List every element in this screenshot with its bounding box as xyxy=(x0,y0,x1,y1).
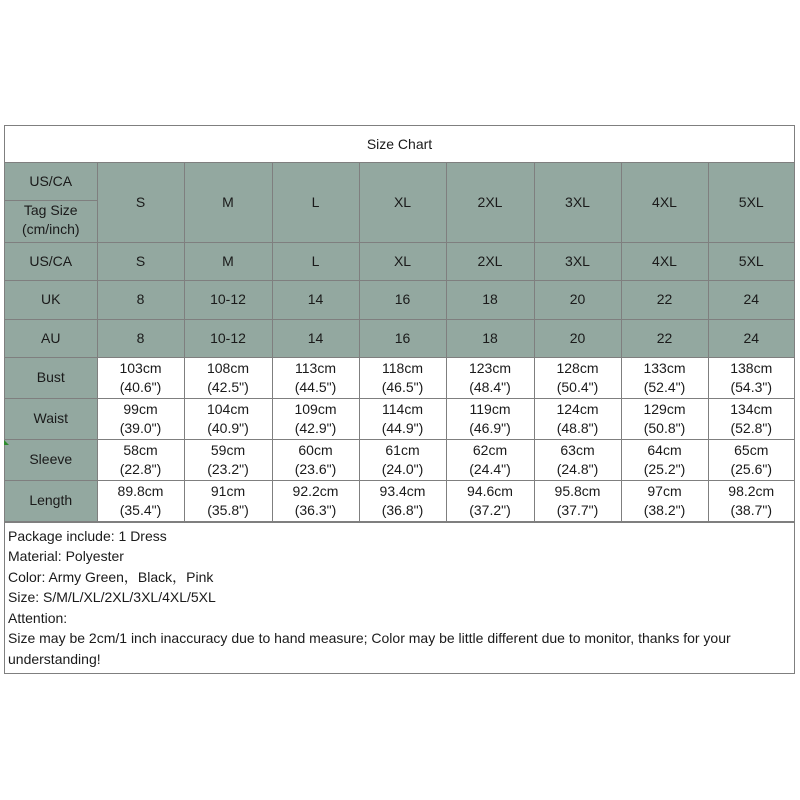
us-ca-label: US/CA xyxy=(5,163,97,201)
value-primary: 60cm xyxy=(298,441,333,458)
value-secondary: (40.9") xyxy=(207,419,249,436)
value-primary: 24 xyxy=(743,291,760,307)
value-secondary: (22.8") xyxy=(119,460,162,477)
value-primary: 18 xyxy=(482,291,498,307)
value-secondary: (46.9") xyxy=(469,419,511,436)
value-primary: XL xyxy=(393,252,412,269)
value-secondary: (42.9") xyxy=(294,419,337,436)
cell-bust-xl xyxy=(359,357,446,398)
cell-au-5xl xyxy=(708,319,794,357)
row-us-ca xyxy=(5,242,794,280)
cell-bust-4xl xyxy=(621,357,708,398)
cell-bust-3xl xyxy=(534,357,621,398)
value-secondary: (36.3") xyxy=(294,501,337,518)
size-header-4xl: 4XL xyxy=(621,163,708,242)
value-primary: 20 xyxy=(569,329,586,346)
cell-uk-xl xyxy=(359,280,446,319)
value-primary: 62cm xyxy=(472,441,508,458)
size-header-3xl: 3XL xyxy=(534,163,621,242)
cell-waist-5xl xyxy=(708,398,794,439)
value-primary: 134cm xyxy=(730,400,773,417)
attention-text: Attention: xyxy=(8,609,68,626)
value-primary: 94.6cm xyxy=(467,482,513,499)
cell-uk-5xl xyxy=(708,280,794,319)
row-label-au: AU xyxy=(5,319,97,357)
cell-uk-3xl xyxy=(534,280,621,319)
cell-sleeve-m xyxy=(184,439,272,480)
cell-bust-s xyxy=(97,357,184,398)
cell-sleeve-l xyxy=(272,439,359,480)
value-primary: 61cm xyxy=(385,441,420,458)
value-primary: 22 xyxy=(656,291,673,307)
cell-au-m xyxy=(184,319,272,357)
size-header-2xl: 2XL xyxy=(446,163,534,242)
material-text: Material: Polyester xyxy=(8,548,124,564)
cell-length-5xl xyxy=(708,480,794,521)
cell-length-2xl xyxy=(446,480,534,521)
row-label-bust: Bust xyxy=(5,357,97,398)
cell-uk-4xl xyxy=(621,280,708,319)
value-primary: 18 xyxy=(482,329,498,346)
value-primary: 113cm xyxy=(295,359,336,376)
value-primary: 118cm xyxy=(382,359,423,376)
value-primary: 95.8cm xyxy=(554,482,601,499)
value-secondary: (24.4") xyxy=(469,460,511,477)
cell-us-ca-s xyxy=(97,242,184,280)
cell-bust-2xl xyxy=(446,357,534,398)
cell-waist-xl xyxy=(359,398,446,439)
product-info xyxy=(5,522,794,674)
cell-au-3xl xyxy=(534,319,621,357)
row-sleeve xyxy=(5,439,794,480)
value-secondary: (23.6") xyxy=(294,460,337,477)
cell-us-ca-xl xyxy=(359,242,446,280)
value-primary: 89.8cm xyxy=(117,482,164,499)
cell-bust-m xyxy=(184,357,272,398)
value-primary: 64cm xyxy=(647,441,682,458)
cell-uk-2xl xyxy=(446,280,534,319)
row-label-us-ca: US/CA xyxy=(5,242,97,280)
value-secondary: (24.8") xyxy=(556,460,599,477)
value-primary: 16 xyxy=(394,329,411,346)
value-primary: S xyxy=(135,252,146,269)
cell-au-s xyxy=(97,319,184,357)
value-primary: 93.4cm xyxy=(379,482,426,499)
cell-waist-2xl xyxy=(446,398,534,439)
value-secondary: (38.2") xyxy=(643,501,686,518)
row-au xyxy=(5,319,794,357)
value-primary: 8 xyxy=(136,291,145,307)
cell-length-4xl xyxy=(621,480,708,521)
cell-length-s xyxy=(97,480,184,521)
row-waist xyxy=(5,398,794,439)
value-primary: 14 xyxy=(307,291,324,307)
size-chart-title: Size Chart xyxy=(5,126,794,163)
cell-uk-m xyxy=(184,280,272,319)
cell-sleeve-xl xyxy=(359,439,446,480)
value-primary: M xyxy=(222,252,234,269)
value-secondary: (48.8") xyxy=(556,419,599,436)
value-secondary: (25.2") xyxy=(643,460,686,477)
tag-size-label: Tag Size (cm/inch) xyxy=(21,202,80,238)
cell-au-xl xyxy=(359,319,446,357)
cell-au-l xyxy=(272,319,359,357)
value-secondary: (52.8") xyxy=(730,419,773,436)
value-secondary: (44.9") xyxy=(381,419,424,436)
cell-waist-4xl xyxy=(621,398,708,439)
value-primary: 97cm xyxy=(647,482,682,499)
row-label-length: Length xyxy=(5,480,97,521)
cell-us-ca-m xyxy=(184,242,272,280)
cell-us-ca-l xyxy=(272,242,359,280)
size-chart-table xyxy=(5,163,794,522)
row-uk xyxy=(5,280,794,319)
value-primary: 4XL xyxy=(652,252,677,269)
value-primary: 133cm xyxy=(643,359,686,376)
value-primary: 58cm xyxy=(123,441,158,458)
value-primary: 104cm xyxy=(206,400,250,417)
cell-sleeve-5xl xyxy=(708,439,794,480)
value-primary: 98.2cm xyxy=(728,482,775,499)
value-primary: 20 xyxy=(569,291,586,307)
value-secondary: (44.5") xyxy=(294,378,337,395)
value-secondary: (42.5") xyxy=(207,378,249,395)
package-text: Package include: 1 Dress xyxy=(8,527,167,544)
value-primary: 128cm xyxy=(556,359,599,376)
cell-bust-5xl xyxy=(708,357,794,398)
size-header-l: L xyxy=(272,163,359,242)
cell-length-l xyxy=(272,480,359,521)
value-primary: 124cm xyxy=(556,400,599,417)
value-primary: 14 xyxy=(307,329,324,346)
cell-sleeve-3xl xyxy=(534,439,621,480)
size-header-xl: XL xyxy=(359,163,446,242)
cell-us-ca-3xl xyxy=(534,242,621,280)
value-secondary: (35.4") xyxy=(119,501,162,518)
size-chart-sheet xyxy=(4,125,795,674)
value-primary: 108cm xyxy=(206,359,250,376)
value-primary: 59cm xyxy=(210,441,246,458)
cell-us-ca-2xl xyxy=(446,242,534,280)
size-header-row xyxy=(5,163,794,242)
cell-au-4xl xyxy=(621,319,708,357)
value-secondary: (35.8") xyxy=(207,501,249,518)
value-secondary: (38.7") xyxy=(730,501,773,518)
note-text: Size may be 2cm/1 inch inaccuracy due to hand measure; Color may be little different due to monitor, thanks for your understanding! xyxy=(8,630,731,667)
cell-length-3xl xyxy=(534,480,621,521)
value-primary: 22 xyxy=(656,329,673,346)
value-primary: 2XL xyxy=(477,252,503,269)
row-label-uk: UK xyxy=(5,280,97,319)
size-text: Size: S/M/L/XL/2XL/3XL/4XL/5XL xyxy=(8,589,216,605)
value-primary: 63cm xyxy=(560,441,595,458)
cell-waist-m xyxy=(184,398,272,439)
cell-length-m xyxy=(184,480,272,521)
value-primary: L xyxy=(311,252,320,269)
value-secondary: (46.5") xyxy=(381,378,424,395)
size-header-5xl: 5XL xyxy=(708,163,794,242)
value-primary: 16 xyxy=(394,291,411,307)
value-secondary: (25.6") xyxy=(730,460,773,477)
value-primary: 3XL xyxy=(565,252,590,269)
row-length xyxy=(5,480,794,521)
value-primary: 10-12 xyxy=(210,291,246,307)
value-secondary: (40.6") xyxy=(119,378,162,395)
value-primary: 123cm xyxy=(468,359,512,376)
cell-bust-l xyxy=(272,357,359,398)
row-label-sleeve: Sleeve xyxy=(5,439,97,480)
value-primary: 114cm xyxy=(382,400,423,417)
cell-us-ca-4xl xyxy=(621,242,708,280)
cell-sleeve-2xl xyxy=(446,439,534,480)
value-primary: 10-12 xyxy=(210,329,246,346)
value-primary: 91cm xyxy=(210,482,246,499)
value-primary: 99cm xyxy=(123,400,158,417)
header-label-cell xyxy=(5,163,97,242)
cell-uk-l xyxy=(272,280,359,319)
cell-au-2xl xyxy=(446,319,534,357)
row-bust xyxy=(5,357,794,398)
cell-sleeve-s xyxy=(97,439,184,480)
value-secondary: (37.7") xyxy=(556,501,599,518)
value-primary: 5XL xyxy=(738,252,764,269)
value-secondary: (39.0") xyxy=(119,419,162,436)
value-primary: 119cm xyxy=(469,400,511,417)
value-secondary: (50.8") xyxy=(643,419,686,436)
cell-us-ca-5xl xyxy=(708,242,794,280)
value-secondary: (36.8") xyxy=(381,501,424,518)
value-secondary: (23.2") xyxy=(207,460,249,477)
size-header-s: S xyxy=(97,163,184,242)
value-primary: 103cm xyxy=(119,359,162,376)
cell-sleeve-4xl xyxy=(621,439,708,480)
value-secondary: (50.4") xyxy=(556,378,599,395)
cell-length-xl xyxy=(359,480,446,521)
value-primary: 24 xyxy=(743,329,760,346)
value-primary: 129cm xyxy=(643,400,686,417)
value-primary: 92.2cm xyxy=(292,482,339,499)
value-primary: 8 xyxy=(136,329,145,346)
value-primary: 65cm xyxy=(734,441,769,458)
value-secondary: (48.4") xyxy=(469,378,511,395)
cell-uk-s xyxy=(97,280,184,319)
value-primary: 138cm xyxy=(730,359,773,376)
value-secondary: (52.4") xyxy=(643,378,686,395)
value-secondary: (37.2") xyxy=(469,501,511,518)
size-header-m: M xyxy=(184,163,272,242)
color-text: Color: Army Green，Black，Pink xyxy=(8,568,214,585)
value-secondary: (24.0") xyxy=(381,460,424,477)
row-label-waist: Waist xyxy=(5,398,97,439)
cell-waist-s xyxy=(97,398,184,439)
value-secondary: (54.3") xyxy=(730,378,773,395)
value-primary: 109cm xyxy=(294,400,337,417)
green-corner-mark xyxy=(4,440,9,445)
cell-waist-l xyxy=(272,398,359,439)
cell-waist-3xl xyxy=(534,398,621,439)
